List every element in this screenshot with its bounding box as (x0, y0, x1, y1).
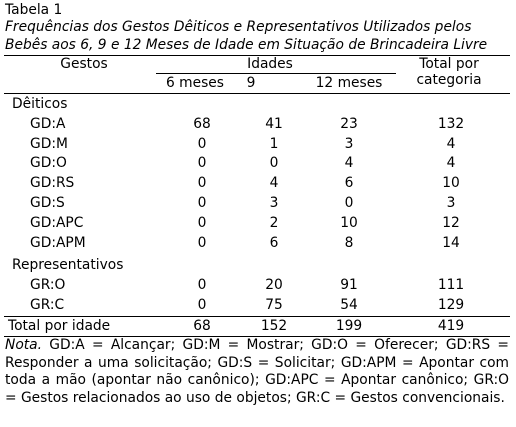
row-9m: 75 (265, 297, 283, 313)
header-idades: Idades (247, 56, 293, 72)
row-12m: 91 (340, 277, 358, 293)
row-12m: 10 (340, 215, 358, 231)
row-12m: 4 (344, 155, 354, 171)
row-12m: 0 (344, 195, 354, 211)
row-gesture: GD:RS (30, 175, 75, 191)
header-gestos: Gestos (60, 56, 108, 72)
header-total-line-2: categoria (416, 72, 482, 88)
totals-6m: 68 (193, 318, 211, 334)
table-label: Tabela 1 (5, 2, 63, 18)
row-total: 12 (442, 215, 460, 231)
row-total: 132 (437, 116, 465, 132)
row-6m: 0 (197, 155, 207, 171)
table-note (5, 337, 509, 407)
row-total: 14 (442, 235, 460, 251)
row-12m: 8 (344, 235, 354, 251)
row-9m: 20 (265, 277, 283, 293)
row-gesture: GD:APM (30, 235, 86, 251)
table-title-line-1: Frequências dos Gestos Dêiticos e Representativos Utilizados pelos (5, 19, 472, 35)
group-label-representativos: Representativos (12, 257, 124, 273)
row-gesture: GR:O (30, 277, 66, 293)
header-age-12: 12 meses (315, 75, 383, 91)
row-9m: 0 (269, 155, 279, 171)
row-6m: 68 (193, 116, 211, 132)
row-total: 129 (437, 297, 465, 313)
row-6m: 0 (197, 175, 207, 191)
totals-9m: 152 (260, 318, 288, 334)
header-age-9: 9 (246, 75, 256, 91)
row-9m: 6 (269, 235, 279, 251)
row-gesture: GD:S (30, 195, 65, 211)
row-gesture: GD:APC (30, 215, 84, 231)
row-total: 111 (437, 277, 465, 293)
row-12m: 23 (340, 116, 358, 132)
row-gesture: GD:A (30, 116, 66, 132)
row-6m: 0 (197, 215, 207, 231)
row-9m: 2 (269, 215, 279, 231)
row-9m: 4 (269, 175, 279, 191)
note-label: Nota. (5, 337, 43, 353)
header-total-line-1: Total por (419, 56, 479, 72)
table-title-line-2: Bebês aos 6, 9 e 12 Meses de Idade em Situação de Brincadeira Livre (5, 37, 488, 53)
row-total: 10 (442, 175, 460, 191)
totals-total: 419 (437, 318, 465, 334)
row-12m: 54 (340, 297, 358, 313)
row-12m: 6 (344, 175, 354, 191)
row-6m: 0 (197, 195, 207, 211)
row-6m: 0 (197, 235, 207, 251)
row-total: 3 (446, 195, 456, 211)
row-12m: 3 (344, 136, 354, 152)
row-6m: 0 (197, 277, 207, 293)
row-9m: 3 (269, 195, 279, 211)
row-total: 4 (446, 155, 456, 171)
row-gesture: GR:C (30, 297, 65, 313)
group-label-deiticos: Dêiticos (12, 96, 68, 112)
header-age-6: 6 meses (166, 75, 224, 91)
totals-rule (4, 316, 510, 317)
row-gesture: GD:O (30, 155, 67, 171)
note-text: GD:A = Alcançar; GD:M = Mostrar; GD:O = Oferecer; GD:RS = Responder a uma solicitação; GD:S = Solicitar; GD:APM = Apontar com toda a mão (apontar não canônico); GD:APC = Apontar canônico; GR:O = Gestos relacionados ao uso de objetos; GR:C = Gestos convencionais. (5, 337, 509, 406)
header-rule (4, 93, 510, 94)
row-9m: 1 (269, 136, 279, 152)
row-6m: 0 (197, 136, 207, 152)
totals-12m: 199 (335, 318, 363, 334)
row-total: 4 (446, 136, 456, 152)
row-6m: 0 (197, 297, 207, 313)
row-9m: 41 (265, 116, 283, 132)
totals-label: Total por idade (8, 318, 111, 334)
row-gesture: GD:M (30, 136, 68, 152)
ages-rule (156, 73, 396, 74)
